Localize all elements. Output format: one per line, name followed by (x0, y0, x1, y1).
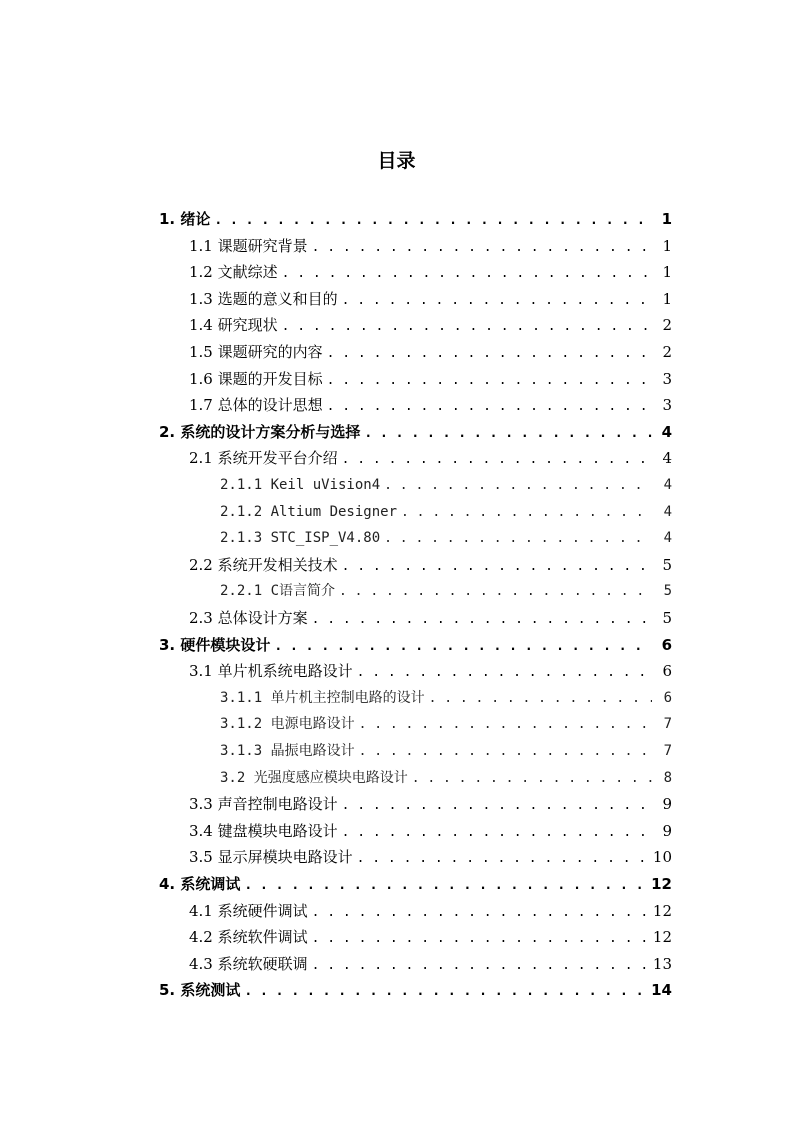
toc-entry-page-number: 5 (662, 555, 672, 574)
toc-leader-dots (342, 447, 652, 474)
toc-leader-dots (327, 341, 652, 368)
toc-entry[interactable] (220, 711, 672, 738)
toc-leader-dots (244, 979, 645, 1006)
toc-entry-label: 1.6 课题的开发目标 (189, 369, 323, 388)
toc-entry[interactable] (189, 286, 672, 313)
toc-entry-page-number: 10 (652, 848, 672, 867)
toc-leader-dots (412, 766, 652, 793)
toc-leader-dots (364, 421, 652, 448)
toc-entry[interactable] (159, 871, 672, 898)
toc-entry-label: 1.7 总体的设计思想 (189, 396, 323, 415)
toc-entry[interactable] (159, 206, 672, 233)
toc-leader-dots (282, 261, 652, 288)
toc-entry[interactable] (189, 552, 672, 579)
toc-leader-dots (244, 873, 645, 900)
toc-entry-page-number: 5 (663, 583, 672, 600)
toc-entry-page-number: 12 (652, 901, 672, 920)
toc-entry-label: 5. 系统测试 (159, 981, 241, 1000)
toc-entry-page-number: 2 (662, 343, 672, 361)
toc-entry-page-number: 1 (662, 236, 672, 255)
toc-entry-label: 1.2 文献综述 (189, 263, 278, 282)
toc-leader-dots (384, 473, 652, 500)
toc-entry-label: 3.5 显示屏模块电路设计 (189, 848, 353, 867)
toc-entry-label: 4.1 系统硬件调试 (189, 901, 308, 920)
toc-entry-label: 2.1.1 Keil uVision4 (220, 477, 381, 493)
toc-entry-label: 2.3 总体设计方案 (189, 609, 308, 627)
toc-entry-page-number: 1 (662, 263, 672, 282)
toc-entry-label: 3.1.1 单片机主控制电路的设计 (220, 689, 425, 706)
toc-entry-page-number: 1 (661, 210, 672, 228)
toc-entry-label: 1.4 研究现状 (189, 316, 278, 335)
toc-entry-label: 3.3 声音控制电路设计 (189, 795, 338, 814)
toc-entry[interactable] (189, 605, 672, 632)
toc-entry-label: 2.2.1 C语言简介 (220, 583, 336, 600)
toc-entry-label: 3.1 单片机系统电路设计 (189, 662, 353, 681)
toc-entry[interactable] (220, 499, 672, 526)
toc-entry-page-number: 6 (662, 662, 672, 681)
toc-entry-label: 3. 硬件模块设计 (159, 635, 271, 654)
toc-entry[interactable] (220, 765, 672, 792)
toc-leader-dots (327, 368, 652, 395)
toc-entry-page-number: 9 (662, 795, 672, 814)
toc-entry-label: 1.5 课题研究的内容 (189, 343, 323, 361)
toc-entry-page-number: 1 (662, 289, 672, 308)
toc-entry[interactable] (159, 977, 672, 1004)
toc-entry-page-number: 9 (662, 821, 672, 840)
toc-entry-page-number: 4 (663, 477, 672, 493)
toc-leader-dots (342, 820, 652, 847)
toc-entry[interactable] (220, 738, 672, 765)
toc-entry-label: 1.3 选题的意义和目的 (189, 289, 338, 308)
toc-leader-dots (401, 500, 652, 527)
toc-entry-label: 2.2 系统开发相关技术 (189, 555, 338, 574)
toc-entry[interactable] (159, 632, 672, 659)
toc-entry[interactable] (220, 525, 672, 552)
toc-entry[interactable] (189, 924, 672, 951)
toc-entry-label: 3.1.3 晶振电路设计 (220, 743, 355, 759)
toc-leader-dots (357, 660, 652, 687)
toc-entry-page-number: 6 (663, 689, 672, 706)
toc-entry-label: 2.1 系统开发平台介绍 (189, 449, 338, 468)
toc-entry[interactable] (189, 844, 672, 871)
toc-entry[interactable] (189, 392, 672, 419)
toc-entry-label: 4.2 系统软件调试 (189, 928, 308, 947)
toc-leader-dots (312, 900, 647, 927)
toc-entry[interactable] (189, 791, 672, 818)
toc-entry[interactable] (159, 419, 672, 446)
toc-leader-dots (312, 926, 647, 953)
toc-entry-label: 3.2 光强度感应模块电路设计 (220, 769, 408, 786)
toc-leader-dots (339, 579, 652, 606)
toc-entry-page-number: 12 (651, 875, 672, 893)
toc-entry-page-number: 3 (662, 396, 672, 415)
toc-entry-page-number: 8 (663, 769, 672, 786)
toc-leader-dots (274, 634, 652, 661)
toc-leader-dots (312, 953, 647, 980)
toc-entry-page-number: 12 (652, 928, 672, 947)
toc-entry-page-number: 5 (662, 609, 672, 627)
toc-entry[interactable] (220, 578, 672, 605)
toc-entry[interactable] (220, 685, 672, 712)
toc-leader-dots (342, 793, 652, 820)
toc-entry[interactable] (189, 445, 672, 472)
toc-entry[interactable] (189, 658, 672, 685)
toc-entry[interactable] (220, 472, 672, 499)
toc-entry-page-number: 6 (661, 635, 672, 654)
toc-entry-label: 4. 系统调试 (159, 875, 241, 893)
toc-entry[interactable] (189, 818, 672, 845)
toc-leader-dots (282, 314, 652, 341)
toc-entry-label: 3.1.2 电源电路设计 (220, 716, 355, 733)
toc-entry-page-number: 2 (662, 316, 672, 335)
toc-entry-page-number: 14 (651, 981, 672, 1000)
toc-entry-page-number: 13 (652, 954, 672, 973)
toc-entry-label: 3.4 键盘模块电路设计 (189, 821, 338, 840)
toc-entry[interactable] (189, 366, 672, 393)
toc-entry-label: 1.1 课题研究背景 (189, 236, 308, 255)
toc-leader-dots (342, 288, 652, 315)
toc-leader-dots (312, 235, 652, 262)
toc-entry-label: 2.1.3 STC_ISP_V4.80 (220, 530, 381, 547)
toc-entry[interactable] (189, 898, 672, 925)
toc-leader-dots (327, 394, 652, 421)
toc-entry[interactable] (189, 233, 672, 260)
toc-entry-page-number: 7 (663, 716, 672, 733)
toc-entry-page-number: 4 (663, 530, 672, 547)
toc-leader-dots (357, 846, 647, 873)
toc-entry[interactable] (189, 259, 672, 286)
toc-entry-page-number: 3 (662, 369, 672, 388)
toc-entry[interactable] (189, 339, 672, 366)
toc-entry-page-number: 4 (663, 503, 672, 520)
toc-entry-label: 1. 绪论 (159, 210, 211, 228)
toc-leader-dots (384, 526, 652, 553)
toc-entry-label: 4.3 系统软硬联调 (189, 954, 308, 973)
toc-leader-dots (359, 739, 652, 766)
page-title: 目录 (377, 150, 416, 172)
toc-leader-dots (312, 607, 652, 634)
toc-entry[interactable] (189, 951, 672, 978)
toc-entry-page-number: 4 (661, 422, 672, 441)
toc-leader-dots (359, 712, 652, 739)
toc-leader-dots (214, 208, 652, 235)
toc-leader-dots (342, 554, 652, 581)
toc-entry-page-number: 7 (663, 743, 672, 759)
toc-entry-label: 2.1.2 Altium Designer (220, 503, 398, 520)
toc-leader-dots (429, 686, 652, 713)
toc-entry[interactable] (189, 312, 672, 339)
toc-entry-page-number: 4 (662, 449, 672, 468)
toc-entry-label: 2. 系统的设计方案分析与选择 (159, 422, 361, 441)
